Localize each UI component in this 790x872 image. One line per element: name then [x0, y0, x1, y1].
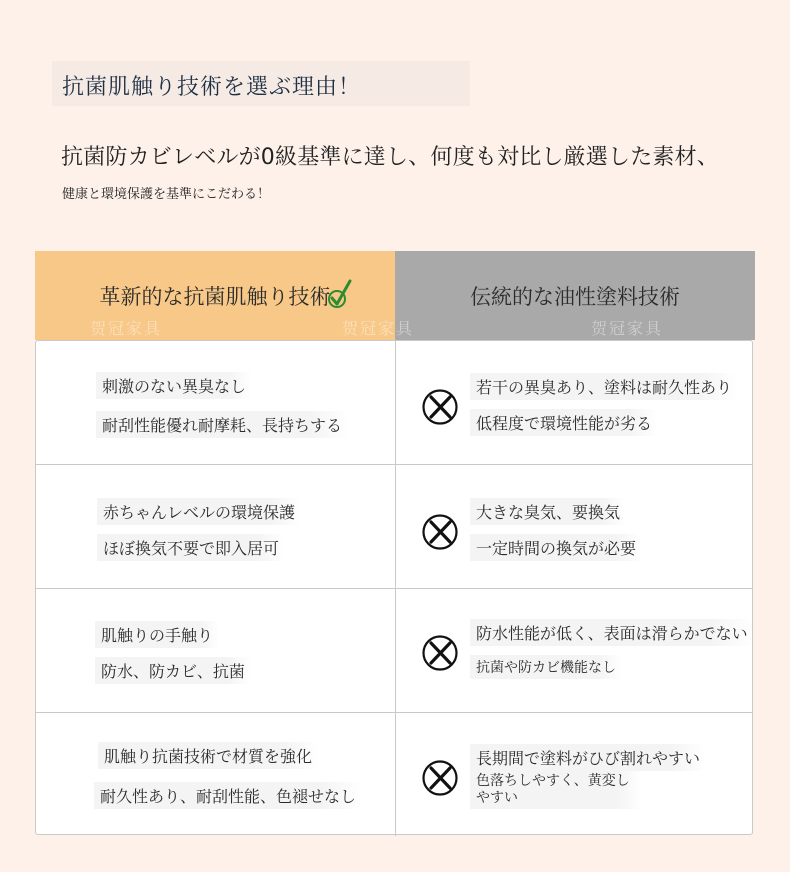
watermark: 贺冠家具: [342, 319, 415, 338]
cross-circle-icon: [421, 634, 459, 672]
right-line-2: 低程度で環境性能が劣る: [470, 409, 658, 436]
cross-circle-icon: [421, 388, 459, 426]
left-line-1: 肌触り抗菌技術で材質を強化: [98, 742, 318, 769]
cross-circle-icon: [421, 513, 459, 551]
page-title: 抗菌肌触り技術を選ぶ理由！: [62, 75, 362, 100]
table-row: [36, 465, 752, 589]
left-line-2: ほぼ換気不要で即入居可: [97, 534, 285, 561]
left-cell: [36, 465, 395, 588]
right-line-2: 色落ちしやすく、黄変しやすい: [470, 771, 642, 809]
right-line-1: 若干の異臭あり、塗料は耐久性あり: [470, 373, 738, 400]
left-cell: [36, 589, 395, 712]
left-line-1: 赤ちゃんレベルの環境保護: [97, 498, 301, 525]
table-row: [36, 341, 752, 465]
comparison-table-body: [35, 340, 753, 835]
right-line-2: 一定時間の換気が必要: [470, 534, 642, 561]
left-column-header: [35, 251, 395, 340]
watermark: 贺冠家具: [591, 319, 664, 338]
right-cell: [396, 713, 754, 836]
headline: 抗菌防カビレベルが0級基準に達し、何度も対比し厳選した素材、: [61, 145, 719, 170]
right-cell: [396, 465, 754, 588]
watermark: 贺冠家具: [90, 319, 163, 338]
right-header-label: 伝統的な油性塗料技術: [470, 284, 680, 309]
right-cell: [396, 341, 754, 464]
subtitle: 健康と環境保護を基準にこだわる！: [62, 187, 271, 202]
left-line-2: 耐刮性能優れ耐摩耗、長持ちする: [96, 411, 348, 438]
left-line-2: 防水、防カビ、抗菌: [95, 657, 251, 684]
check-icon: [328, 277, 354, 311]
right-column-header: [395, 251, 755, 340]
left-cell: [36, 713, 395, 836]
left-line-1: 肌触りの手触り: [95, 621, 219, 648]
cross-circle-icon: [421, 759, 459, 797]
right-line-1: 大きな臭気、要換気: [470, 498, 626, 525]
table-row: [36, 589, 752, 713]
left-cell: [36, 341, 395, 464]
right-line-2: 抗菌や防カビ機能なし: [470, 655, 622, 679]
table-row: [36, 713, 752, 836]
right-line-1: 長期間で塗料がひび割れやすい: [470, 744, 706, 771]
left-line-2: 耐久性あり、耐刮性能、色褪せなし: [94, 782, 362, 809]
left-line-1: 刺激のない異臭なし: [96, 372, 252, 399]
right-cell: [396, 589, 754, 712]
left-header-label: 革新的な抗菌肌触り技術: [99, 284, 331, 309]
right-line-1: 防水性能が低く、表面は滑らかでない: [470, 619, 754, 646]
